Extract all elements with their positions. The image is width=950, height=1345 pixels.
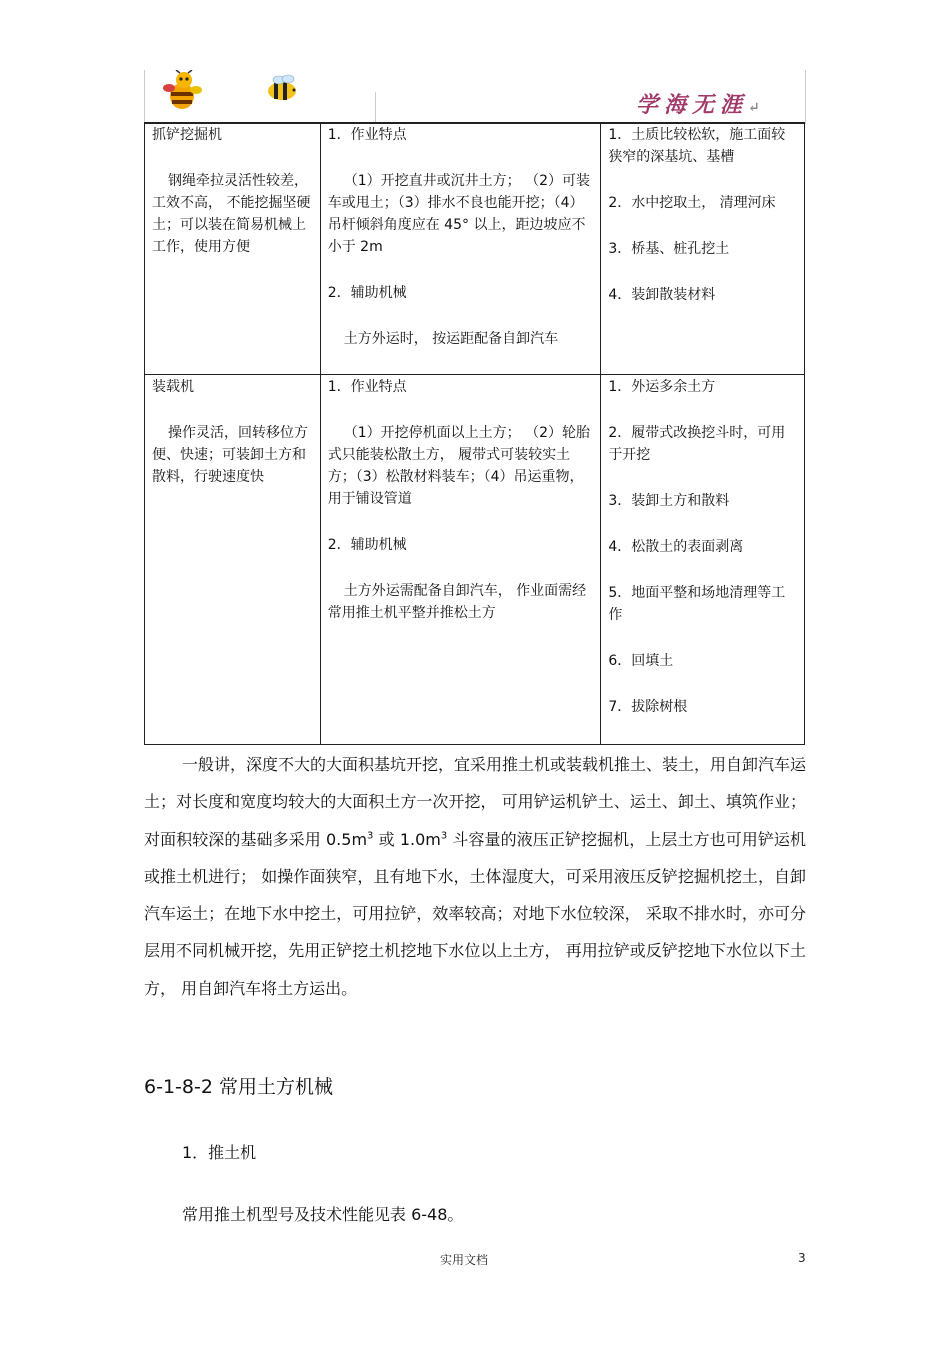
machine-cell	[145, 375, 321, 745]
list-item: 7．拔除树根	[608, 699, 688, 715]
aux-title: 2．辅助机械	[327, 285, 407, 301]
table-row	[145, 375, 805, 745]
bee-icon	[262, 74, 302, 104]
return-mark: ↵	[748, 100, 760, 116]
operation-cell	[320, 123, 601, 375]
paragraph-text-1: 一般讲，深度不大的大面积基坑开挖，宜采用推土机或装载机推土、装土，用自卸汽车运土；对长度和宽度均较大的大面积土方一次开挖， 可用铲运机铲土、运土、卸土、填筑作业；对面积较深的基础多采用 0.5m	[144, 755, 807, 849]
table-reference-note: 常用推土机型号及技术性能见表 6-48。	[182, 1205, 464, 1224]
machine-desc: 钢绳牵拉灵活性较差，工效不高， 不能挖掘坚硬土；可以装在简易机械上工作，使用方便	[152, 173, 311, 255]
uses-cell	[601, 123, 805, 375]
machinery-table	[144, 122, 805, 745]
list-item: 3．装卸土方和散料	[608, 493, 730, 509]
machine-desc: 操作灵活，回转移位方便、快速；可装卸土方和散料，行驶速度快	[152, 425, 308, 485]
footer-label: 实用文档	[440, 1253, 489, 1267]
list-item: 2．履带式改换挖斗时，可用于开挖	[608, 425, 786, 463]
machine-name: 装载机	[152, 379, 194, 395]
paragraph-text-3: 斗容量的液压正铲挖掘机，上层土方也可用铲运机或推土机进行； 如操作面狭窄，且有地下水，土体湿度大，可采用液压反铲挖掘机挖土，自卸汽车运土；在地下水中挖土，可用拉铲，效率较高；对地下水位较深， 采取不排水时，亦可分层用不同机械开挖，先用正铲挖土机挖地下水位以上土方， 再用拉铲或反铲挖地下水位以下土方， 用自卸汽车将土方运出。	[144, 829, 806, 998]
op-title: 1．作业特点	[327, 379, 407, 395]
page-number: 3	[798, 1251, 806, 1265]
item-title: 1．推土机	[182, 1143, 257, 1162]
header-slogan	[636, 88, 760, 119]
slogan-text: 学海无涯	[636, 92, 749, 118]
paragraph-text-2: 或 1.0m	[378, 829, 441, 849]
op-detail: （1）开挖直井或沉井土方； （2）可装车或甩土；（3）排水不良也能开挖；（4）吊杆倾斜角度应在 45° 以上，距边坡应不小于 2m	[327, 173, 590, 255]
header-divider	[375, 92, 376, 122]
aux-title: 2．辅助机械	[327, 537, 407, 553]
table-row	[145, 123, 805, 375]
list-item: 6．回填土	[608, 653, 674, 669]
list-item: 4．装卸散装材料	[608, 287, 716, 303]
list-item: 5．地面平整和场地清理等工作	[608, 585, 786, 623]
machine-name: 抓铲挖掘机	[152, 127, 222, 143]
op-title: 1．作业特点	[327, 127, 407, 143]
list-item: 4．松散土的表面剥离	[608, 539, 744, 555]
bee-logo-icon	[160, 70, 208, 112]
aux-detail: 土方外运需配备自卸汽车， 作业面需经常用推土机平整并推松土方	[327, 583, 587, 621]
aux-detail: 土方外运时， 按运距配备自卸汽车	[343, 331, 559, 347]
body-paragraph	[144, 746, 806, 1007]
superscript-3: 3	[367, 830, 374, 842]
machine-cell	[145, 123, 321, 375]
list-item: 2．水中挖取土， 清理河床	[608, 195, 776, 211]
operation-cell	[320, 375, 601, 745]
section-title: 6-1-8-2 常用土方机械	[144, 1076, 333, 1098]
op-detail: （1）开挖停机面以上土方； （2）轮胎式只能装松散土方， 履带式可装较实土方；（3）松散材料装车；（4）吊运重物，用于铺设管道	[327, 425, 590, 507]
list-item: 1．土质比较松软，施工面较狭窄的深基坑、基槽	[608, 127, 786, 165]
list-item: 1．外运多余土方	[608, 379, 716, 395]
superscript-3: 3	[440, 830, 448, 842]
uses-cell	[601, 375, 805, 745]
list-item: 3．桥基、桩孔挖土	[608, 241, 730, 257]
